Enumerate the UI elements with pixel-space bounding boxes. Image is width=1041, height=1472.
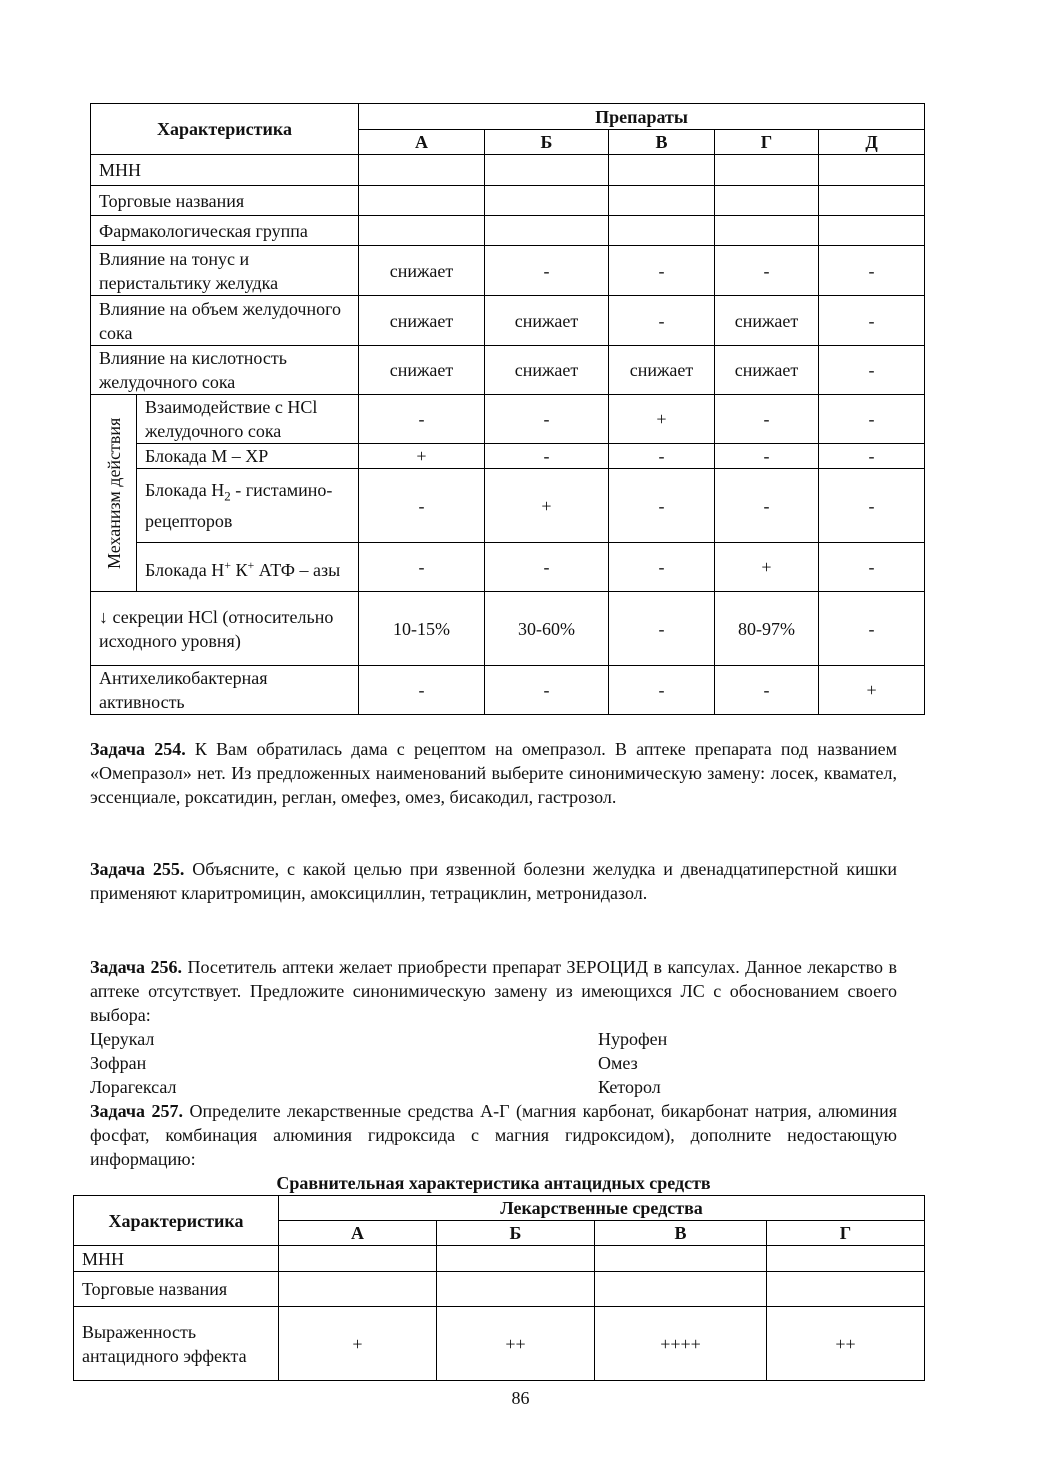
mechanism-label: Механизм действия [91, 395, 137, 592]
row-label: Влияние на кислотность желудочного сока [91, 346, 359, 395]
table-cell [437, 1246, 595, 1272]
drugs-comparison-table [90, 103, 925, 715]
table-row [91, 246, 925, 296]
table-cell: - [359, 666, 485, 715]
table-cell [279, 1246, 437, 1272]
table-row [91, 592, 925, 666]
header-characteristic: Характеристика [74, 1196, 279, 1246]
table-cell [595, 1272, 767, 1307]
table-cell: - [819, 469, 925, 543]
option-right: Кеторол [598, 1077, 661, 1097]
row-label: Торговые названия [91, 186, 359, 216]
table-cell: снижает [715, 296, 819, 346]
table-cell [485, 155, 609, 186]
col-header: А [279, 1221, 437, 1246]
page-number: 86 [511, 1388, 530, 1408]
table-row [91, 666, 925, 715]
task-255 [90, 857, 897, 905]
col-header: Г [767, 1221, 925, 1246]
table-cell: ++++ [595, 1307, 767, 1381]
table-row [91, 444, 925, 469]
table-cell: снижает [485, 296, 609, 346]
option-left: Церукал [90, 1029, 155, 1049]
header-drugs: Лекарственные средства [279, 1196, 925, 1221]
table-cell: - [819, 444, 925, 469]
col-header: Г [715, 130, 819, 155]
option-left: Зофран [90, 1053, 147, 1073]
row-label: ↓ секреции HCl (относительно исходного уровня) [91, 592, 359, 666]
table-cell [767, 1272, 925, 1307]
task-title: Задача 255. [90, 859, 185, 879]
table-cell [437, 1272, 595, 1307]
table-cell: + [279, 1307, 437, 1381]
table-cell [715, 155, 819, 186]
row-label: Выраженность антацидного эффекта [74, 1307, 279, 1381]
table-row [74, 1307, 925, 1381]
row-label: Блокада М – ХР [137, 444, 359, 469]
table-cell: снижает [609, 346, 715, 395]
table-cell: 80-97% [715, 592, 819, 666]
col-header: А [359, 130, 485, 155]
table-row [91, 155, 925, 186]
table-cell: + [609, 395, 715, 444]
task-257 [90, 1099, 897, 1171]
task-256-options [90, 1027, 897, 1099]
table-cell: ++ [767, 1307, 925, 1381]
row-label: Блокада $Н_2$ - гистамино-рецепторов [137, 469, 359, 543]
table-row [91, 216, 925, 246]
table-row [91, 469, 925, 543]
task-title: Задача 254. [90, 739, 186, 759]
table-cell: - [819, 395, 925, 444]
table-cell [819, 186, 925, 216]
table-cell: снижает [715, 346, 819, 395]
table-cell [819, 155, 925, 186]
table-cell [359, 186, 485, 216]
table-row [91, 543, 925, 592]
row-label: Влияние на тонус и перистальтику желудка [91, 246, 359, 296]
row-label: Блокада Н+ К+ АТФ – азы [137, 543, 359, 592]
table-row [91, 395, 925, 444]
table-cell: + [819, 666, 925, 715]
table-cell [609, 216, 715, 246]
table-cell: - [609, 246, 715, 296]
col-header: В [595, 1221, 767, 1246]
table-cell: - [715, 395, 819, 444]
table-cell: снижает [359, 346, 485, 395]
row-label: Взаимодействие с HCl желудочного сока [137, 395, 359, 444]
table-cell: - [485, 395, 609, 444]
table-cell [485, 186, 609, 216]
table-cell: - [715, 246, 819, 296]
option-right: Нурофен [598, 1029, 668, 1049]
table-cell: - [485, 666, 609, 715]
col-header: Б [485, 130, 609, 155]
table-cell [609, 186, 715, 216]
table-cell: - [819, 592, 925, 666]
row-label: МНН [74, 1246, 279, 1272]
table-row [74, 1246, 925, 1272]
table-cell [715, 216, 819, 246]
task-text: Определите лекарственные средства А-Г (магния карбонат, бикарбонат натрия, алюминия фосфат, комбинация алюминия гидроксида с магния гидроксидом), дополните недостающую информацию: [90, 1101, 897, 1169]
table-cell: - [715, 469, 819, 543]
table-cell [485, 216, 609, 246]
table-cell: ++ [437, 1307, 595, 1381]
task-text: Посетитель аптеки желает приобрести препарат ЗЕРОЦИД в капсулах. Данное лекарство в аптеке отсутствует. Предложите синонимическую замену из имеющихся ЛС с обоснованием своего выбора: [90, 957, 897, 1025]
table-cell: - [819, 543, 925, 592]
header-characteristic: Характеристика [91, 104, 359, 155]
col-header: Д [819, 130, 925, 155]
table-cell: - [715, 444, 819, 469]
row-label: МНН [91, 155, 359, 186]
table-cell [819, 216, 925, 246]
table-cell: - [715, 666, 819, 715]
table-cell: снижает [359, 246, 485, 296]
col-header: В [609, 130, 715, 155]
table-cell: - [485, 246, 609, 296]
table-row [91, 186, 925, 216]
table-cell [715, 186, 819, 216]
table-cell: - [485, 543, 609, 592]
table-cell [359, 155, 485, 186]
option-left: Лорагексал [90, 1077, 177, 1097]
task-title: Задача 256. [90, 957, 182, 977]
table-cell: 30-60% [485, 592, 609, 666]
table-row [91, 346, 925, 395]
table-cell: - [359, 469, 485, 543]
table-cell: снижает [359, 296, 485, 346]
task-text: Объясните, с какой целью при язвенной болезни желудка и двенадцатиперстной кишки применяют кларитромицин, амоксициллин, тетрациклин, метронидазол. [90, 859, 897, 903]
table-cell: - [359, 543, 485, 592]
table-cell: - [819, 296, 925, 346]
row-label: Антихеликобактерная активность [91, 666, 359, 715]
row-label: Торговые названия [74, 1272, 279, 1307]
table-cell [767, 1246, 925, 1272]
antacids-comparison-table [73, 1195, 925, 1381]
table-cell [595, 1246, 767, 1272]
table-cell: 10-15% [359, 592, 485, 666]
table-caption: Сравнительная характеристика антацидных средств [276, 1173, 711, 1193]
table-cell: - [609, 469, 715, 543]
row-label: Фармакологическая группа [91, 216, 359, 246]
col-header: Б [437, 1221, 595, 1246]
table-cell: + [359, 444, 485, 469]
table-cell: + [485, 469, 609, 543]
table-cell: - [485, 444, 609, 469]
table-cell [279, 1272, 437, 1307]
task-256 [90, 955, 897, 1027]
table-cell: снижает [485, 346, 609, 395]
task-text: К Вам обратилась дама с рецептом на омепразол. В аптеке препарата под названием «Омепразол» нет. Из предложенных наименований выберите синонимическую замену: лосек, квамател, эссенциале, роксатидин, реглан, омефез, омез, бисакодил, гастрозол. [90, 739, 897, 807]
table-cell: - [609, 666, 715, 715]
table-row [91, 296, 925, 346]
header-drugs: Препараты [359, 104, 925, 130]
table-cell: - [819, 246, 925, 296]
table-cell [609, 155, 715, 186]
table-cell: - [359, 395, 485, 444]
table-cell: - [819, 346, 925, 395]
row-label: Влияние на объем желудочного сока [91, 296, 359, 346]
option-right: Омез [598, 1053, 638, 1073]
table-cell: - [609, 592, 715, 666]
table-row [74, 1272, 925, 1307]
table-cell: - [609, 444, 715, 469]
table-cell [359, 216, 485, 246]
task-254 [90, 737, 897, 809]
table-cell: + [715, 543, 819, 592]
table-cell: - [609, 543, 715, 592]
task-title: Задача 257. [90, 1101, 184, 1121]
table-cell: - [609, 296, 715, 346]
